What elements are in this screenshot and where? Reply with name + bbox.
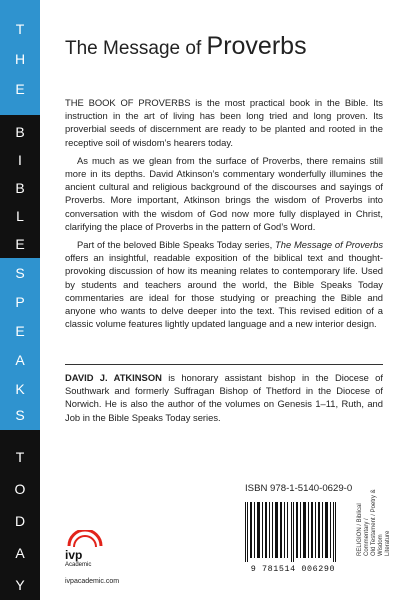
spine-letter: E (15, 323, 25, 339)
spine-letter: K (15, 381, 25, 397)
spine-letter: E (15, 236, 25, 252)
spine-letter: L (16, 208, 24, 224)
spine-segment-speaks (0, 258, 40, 430)
genre-category (355, 478, 395, 556)
genre-line: Literature (385, 530, 391, 556)
spine-letter: O (14, 481, 26, 497)
spine-letter: Y (15, 577, 25, 593)
spine-segment-the (0, 0, 40, 115)
series-spine (0, 0, 40, 600)
spine-letter: H (14, 51, 26, 67)
spine-letter: E (15, 81, 25, 97)
description-paragraph (65, 238, 383, 330)
spine-letter: B (15, 124, 25, 140)
spine-segment-today (0, 430, 40, 600)
barcode-digits: 9 781514 006290 (250, 564, 336, 574)
spine-letter: D (14, 513, 26, 529)
spine-letter: T (15, 21, 25, 37)
description-text: offers an insightful, readable exposition of the biblical text and thought-provoking discussion of how its meaning relates to contemporary life. Used by students and teachers around the world, the Bible Speaks Today commentaries are ideal for those studying or preaching the Bible and anyone who wants to delve deeper into the text. This revised edition of a classic volume features lightly updated language and a new interior design. (65, 252, 383, 330)
publisher-imprint: Academic (65, 562, 92, 568)
publisher-website[interactable]: ivpacademic.com (65, 578, 120, 585)
section-divider (65, 364, 383, 365)
author-name: DAVID J. ATKINSON (65, 372, 162, 383)
publisher-logo-text: ivp (65, 548, 83, 562)
book-title-italic: The Message of Proverbs (275, 239, 384, 251)
spine-letter: S (15, 407, 25, 423)
author-bio (65, 371, 383, 424)
book-description (65, 96, 383, 335)
spine-letter: S (15, 265, 25, 281)
spine-segment-bible (0, 115, 40, 258)
spine-letter: A (15, 352, 25, 368)
genre-line: Old Testament / Poetry & Wisdom (371, 489, 384, 556)
spine-letter: T (15, 449, 25, 465)
book-title-main: Proverbs (206, 32, 307, 60)
isbn-label: ISBN 978-1-5140-0629-0 (245, 483, 353, 494)
genre-line: RELIGION / Biblical Commentary / (357, 503, 370, 556)
spine-letter: P (15, 294, 25, 310)
description-paragraph: As much as we glean from the surface of Proverbs, there remains still more in its depths. David Atkinson’s commentary wonderfully illumines the ancient cultural and religious background of the discourses and sayings of Proverbs. More important, Atkinson brings the wisdom of Proverbs into conversation with the wisdom of God now more fully displayed in Christ, clarifying the place of Proverbs in the pattern of God’s Word. (65, 154, 383, 232)
spine-letter: B (15, 180, 25, 196)
description-paragraph: THE BOOK OF PROVERBS is the most practical book in the Bible. Its instruction in the art of living has been long tried and long proven. Its proverbial seeds of discernment are ready to be planted and rooted in the receptive soil of wisdom’s hearers today. (65, 97, 383, 148)
spine-letter: I (18, 152, 22, 168)
book-title-prefix: The Message of (65, 38, 207, 59)
barcode (237, 500, 349, 575)
spine-letter: A (15, 545, 25, 561)
author-bio-text: is honorary assistant bishop in the Diocese of Southwark and formerly Suffragan Bishop of Thetford in the Diocese of Norwich. He is also the author of the volumes on Genesis 1–11, Ruth, and Job in the Bible Speaks Today series. (65, 372, 384, 423)
barcode-bars (237, 500, 349, 564)
book-title (65, 32, 307, 61)
description-text: Part of the beloved Bible Speaks Today series, (77, 239, 276, 251)
